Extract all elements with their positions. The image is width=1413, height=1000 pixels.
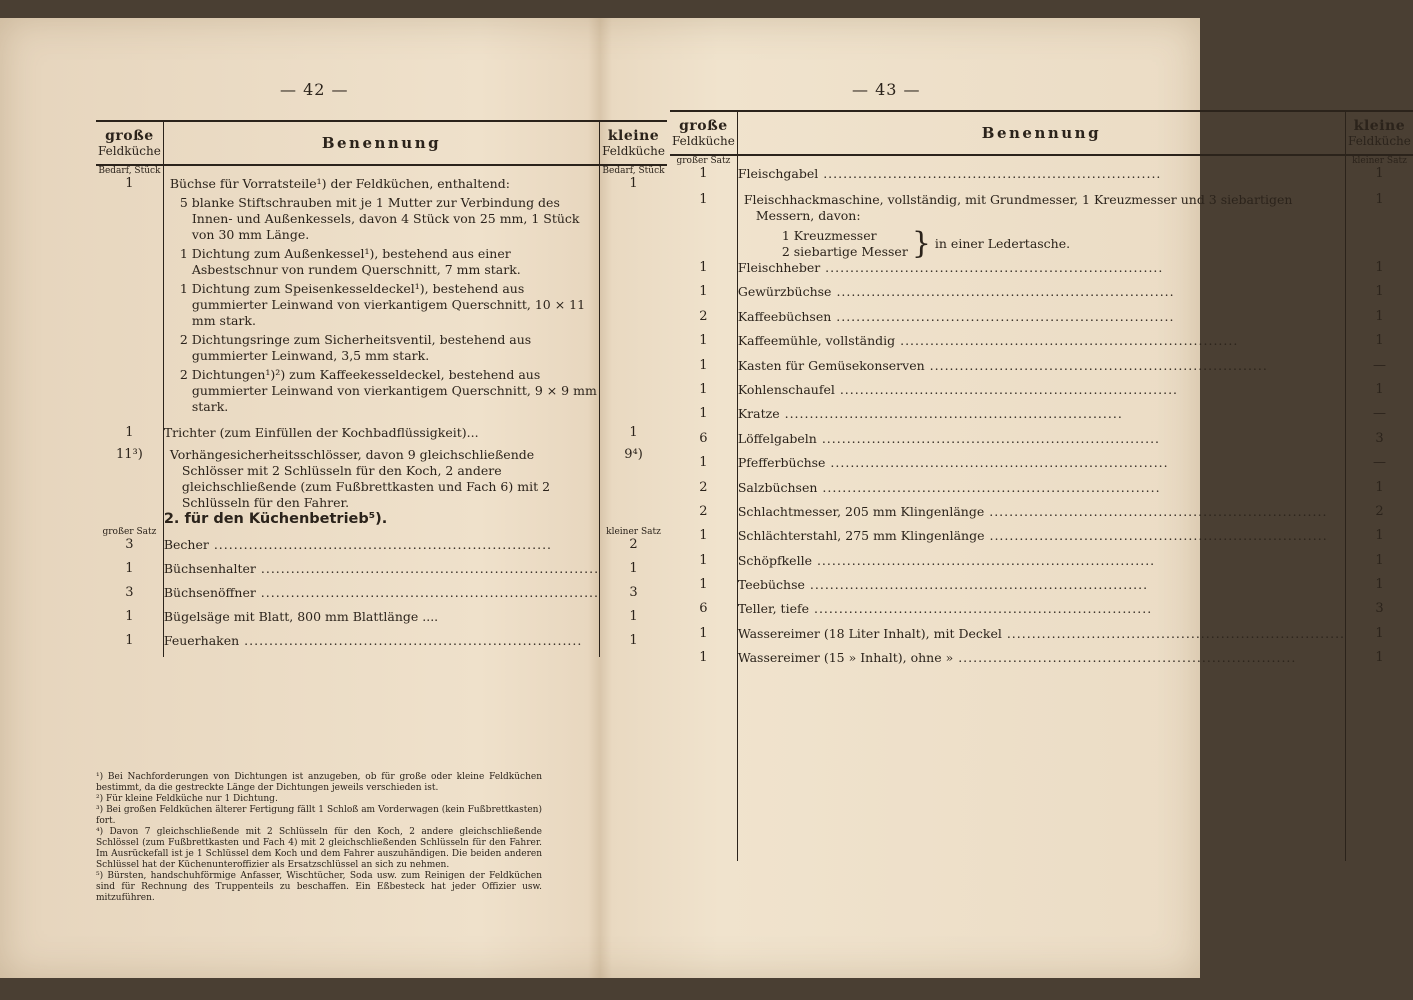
item-text: Feuerhaken ..... — [163, 633, 599, 657]
units-row — [96, 165, 667, 176]
table-row: 2 Salzbüchsen ..... 1 — [670, 480, 1413, 504]
item-text: Gewürzbüchse ..... — [737, 284, 1345, 308]
item-text: Kasten für Gemüsekonserven ..... — [737, 358, 1345, 382]
item-text: Vorhängesicherheitsschlösser, davon 9 gleichschließende Schlösser mit 2 Schlüsseln für den Koch, 2 andere gleichschließende (zum Fußbrettkasten und Fach 6) mit 2 Schlüsseln für den Fahrer. — [169, 447, 551, 510]
table-header — [670, 111, 1413, 155]
sub-item: 1 Dichtung zum Speisenkesseldeckel¹), bestehend aus gummierter Leinwand von vierkantigem Querschnitt, 10 × 11 mm stark. — [179, 281, 586, 328]
item-text: Teebüchse ..... — [737, 577, 1345, 601]
unit-left: großer Satz — [96, 527, 163, 537]
table-row: 1 Schlächterstahl, 275 mm Klingenlänge ..... 1 — [670, 528, 1413, 552]
item-text: Bügelsäge mit Blatt, 800 mm Blattlänge .... — [163, 609, 439, 624]
table-row: 1 Kohlenschaufel ..... 1 — [670, 382, 1413, 406]
item-text: Schlachtmesser, 205 mm Klingenlänge ..... — [737, 504, 1345, 528]
item-text: Wassereimer (15 » Inhalt), ohne » ..... — [737, 650, 1345, 674]
item-text: Schöpfkelle ..... — [737, 553, 1345, 577]
section-row — [96, 511, 667, 527]
table-row: 1 Kasten für Gemüsekonserven ..... — — [670, 358, 1413, 382]
page-number: — 42 — — [280, 80, 349, 99]
book-spread — [0, 18, 1411, 978]
item-text: Kratze ..... — [737, 406, 1345, 430]
item-text: Becher ..... — [163, 537, 599, 561]
item-text: Trichter (zum Einfüllen der Kochbadflüssigkeit)... — [163, 425, 479, 440]
brace-glyph: } — [911, 226, 931, 261]
item-text: Teller, tiefe ..... — [737, 601, 1345, 625]
table-row: 2 Kaffeebüchsen ..... 1 — [670, 309, 1413, 333]
item-text: Löffelgabeln ..... — [737, 431, 1345, 455]
table-row: 1 Fleischgabel ..... 1 — [670, 166, 1413, 188]
table-row: 2 Schlachtmesser, 205 mm Klingenlänge ..... 2 — [670, 504, 1413, 528]
table-row: 1 Schöpfkelle ..... 1 — [670, 553, 1413, 577]
table-row: 3 Büchsenöffner ..... 3 — [96, 585, 667, 609]
item-text: Fleischhackmaschine, vollständig, mit Grundmesser, 1 Kreuzmesser und 3 siebartigen Messern, davon: — [743, 192, 1293, 223]
units-row — [670, 155, 1413, 166]
footnotes — [96, 772, 542, 904]
page-43 — [600, 18, 1411, 978]
footnote: ⁴) Davon 7 gleichschließende mit 2 Schlüsseln für den Koch, 2 andere gleichschließende Schlössel (zum Fußbrettkasten und Fach 4) mit 2 gleichschließenden Schlüsseln für den Fahrer. Im Ausrückefall ist je 1 Schlüssel dem Koch und dem Fahrer auszuhändigen. Die beiden anderen Schlüssel hat der Küchenunteroffizier als Ersatzschlüssel an sich zu nehmen. — [96, 827, 542, 870]
table-filler — [670, 675, 1413, 861]
unit-right: Bedarf, Stück — [600, 165, 667, 176]
sub-item: 2 Dichtungsringe zum Sicherheitsventil, bestehend aus gummierter Leinwand, 3,5 mm stark. — [179, 332, 532, 363]
section-title: 2. für den Küchenbetrieb⁵). — [163, 511, 388, 527]
table-row: 1 Büchsenhalter ..... 1 — [96, 561, 667, 585]
table-row: 1 Fleischheber ..... 1 — [670, 260, 1413, 284]
item-text: Büchsenhalter ..... — [163, 561, 599, 585]
table-row: 1 Bügelsäge mit Blatt, 800 mm Blattlänge .... 1 — [96, 609, 667, 633]
item-text: Salzbüchsen ..... — [737, 480, 1345, 504]
inventory-table-left — [96, 120, 667, 657]
header-large-kitchen: große Feldküche — [670, 111, 737, 155]
unit-right: kleiner Satz — [600, 527, 667, 537]
right-rows — [670, 260, 1413, 675]
table-row: 1 Feuerhaken ..... 1 — [96, 633, 667, 657]
units-row — [96, 527, 667, 537]
table-row: 3 Becher ..... 2 — [96, 537, 667, 561]
table-row: 1 Fleischhackmaschine, vollständig, mit Grundmesser, 1 Kreuzmesser und 3 siebartigen Messern, davon: 1 Kreuzmesser 2 siebartige Messer } in einer Ledertasche. 1 — [670, 188, 1413, 260]
item-text: Büchse für Vorratsteile¹) der Feldküchen, enthaltend: — [169, 176, 510, 191]
unit-left: Bedarf, Stück — [96, 165, 163, 176]
table-row: 11³) Vorhängesicherheitsschlösser, davon 9 gleichschließende Schlösser mit 2 Schlüsseln für den Koch, 2 andere gleichschließende (zum Fußbrettkasten und Fach 6) mit 2 Schlüsseln für den Fahrer. 9⁴) — [96, 441, 667, 511]
table-row: 1 Teebüchse ..... 1 — [670, 577, 1413, 601]
item-text: Fleischheber ..... — [737, 260, 1345, 284]
footnote: ²) Für kleine Feldküche nur 1 Dichtung. — [96, 794, 278, 804]
table-row: 1 Kaffeemühle, vollständig ..... 1 — [670, 333, 1413, 357]
header-small-kitchen: kleine Feldküche — [1346, 111, 1413, 155]
item-text: Fleischgabel ..... — [737, 166, 1345, 188]
table-row: 1 Trichter (zum Einfüllen der Kochbadflüssigkeit)... 1 — [96, 415, 667, 441]
item-text: Kaffeebüchsen ..... — [737, 309, 1345, 333]
table-row: 6 Teller, tiefe ..... 3 — [670, 601, 1413, 625]
table-row: 1 Wassereimer (18 Liter Inhalt), mit Deckel ..... 1 — [670, 626, 1413, 650]
footnote: ⁵) Bürsten, handschuhförmige Anfasser, Wischtücher, Soda usw. zum Reinigen der Feldküchen sind für Rechnung des Truppenteils zu beschaffen. Ein Eßbesteck hat jeder Offizier usw. mitzuführen. — [96, 871, 542, 903]
sub-item: 5 blanke Stiftschrauben mit je 1 Mutter zur Verbindung des Innen- und Außenkessels, davon 4 Stück von 25 mm, 1 Stück von 30 mm Länge. — [179, 195, 580, 242]
header-designation: Benennung — [163, 121, 599, 165]
item-text: Büchsenöffner ..... — [163, 585, 599, 609]
header-designation: Benennung — [737, 111, 1345, 155]
header-small-kitchen: kleine Feldküche — [600, 121, 667, 165]
item-text: Kohlenschaufel ..... — [737, 382, 1345, 406]
item-text: Pfefferbüchse ..... — [737, 455, 1345, 479]
table-header — [96, 121, 667, 165]
table-row: 1 Pfefferbüchse ..... — — [670, 455, 1413, 479]
bracket-group: 1 Kreuzmesser 2 siebartige Messer } in einer Ledertasche. — [781, 226, 1071, 261]
item-text: Wassereimer (18 Liter Inhalt), mit Deckel ..... — [737, 626, 1345, 650]
sub-item: 1 Dichtung zum Außenkessel¹), bestehend aus einer Asbestschnur von rundem Querschnitt, 7 mm stark. — [179, 246, 521, 277]
footnote: ¹) Bei Nachforderungen von Dichtungen ist anzugeben, ob für große oder kleine Feldküchen bestimmt, da die gestreckte Länge der Dichtungen jeweils verschieden ist. — [96, 772, 542, 793]
table-row: 1 Büchse für Vorratsteile¹) der Feldküchen, enthaltend: 5 blanke Stiftschrauben mit je 1 Mutter zur Verbindung des Innen- und Außenkessels, davon 4 Stück von 25 mm, 1 Stück von 30 mm Länge. 1 Dichtung zum Außenkessel¹), bestehend aus einer Asbestschnur von rundem Querschnitt, 7 mm stark. 1 Dichtung zum Speisenkesseldeckel¹), bestehend aus gummierter Leinwand von vierkantigem Querschnitt, 10 × 11 mm stark. 2 Dichtungsringe zum Sicherheitsventil, bestehend aus gummierter Leinwand, 3,5 mm stark. 2 Dichtungen¹)²) zum Kaffeekesseldeckel, bestehend aus gummierter Leinwand von vierkantigem Querschnitt, 9 × 9 mm stark. 1 — [96, 176, 667, 415]
page-42 — [0, 18, 665, 978]
sub-item: 2 Dichtungen¹)²) zum Kaffeekesseldeckel, bestehend aus gummierter Leinwand von vierkantigem Querschnitt, 9 × 9 mm stark. — [179, 367, 597, 414]
table-row: 6 Löffelgabeln ..... 3 — [670, 431, 1413, 455]
item-text: Schlächterstahl, 275 mm Klingenlänge ..... — [737, 528, 1345, 552]
unit-left: großer Satz — [670, 155, 737, 166]
footnote: ³) Bei großen Feldküchen älterer Fertigung fällt 1 Schloß am Vorderwagen (kein Fußbrettkasten) fort. — [96, 805, 542, 826]
table-row: 1 Wassereimer (15 » Inhalt), ohne » ..... 1 — [670, 650, 1413, 674]
header-large-kitchen: große Feldküche — [96, 121, 163, 165]
item-text: Kaffeemühle, vollständig ..... — [737, 333, 1345, 357]
unit-right: kleiner Satz — [1346, 155, 1413, 166]
table-row: 1 Gewürzbüchse ..... 1 — [670, 284, 1413, 308]
table-row: 1 Kratze ..... — — [670, 406, 1413, 430]
page-number: — 43 — — [852, 80, 921, 99]
inventory-table-right — [670, 110, 1413, 861]
